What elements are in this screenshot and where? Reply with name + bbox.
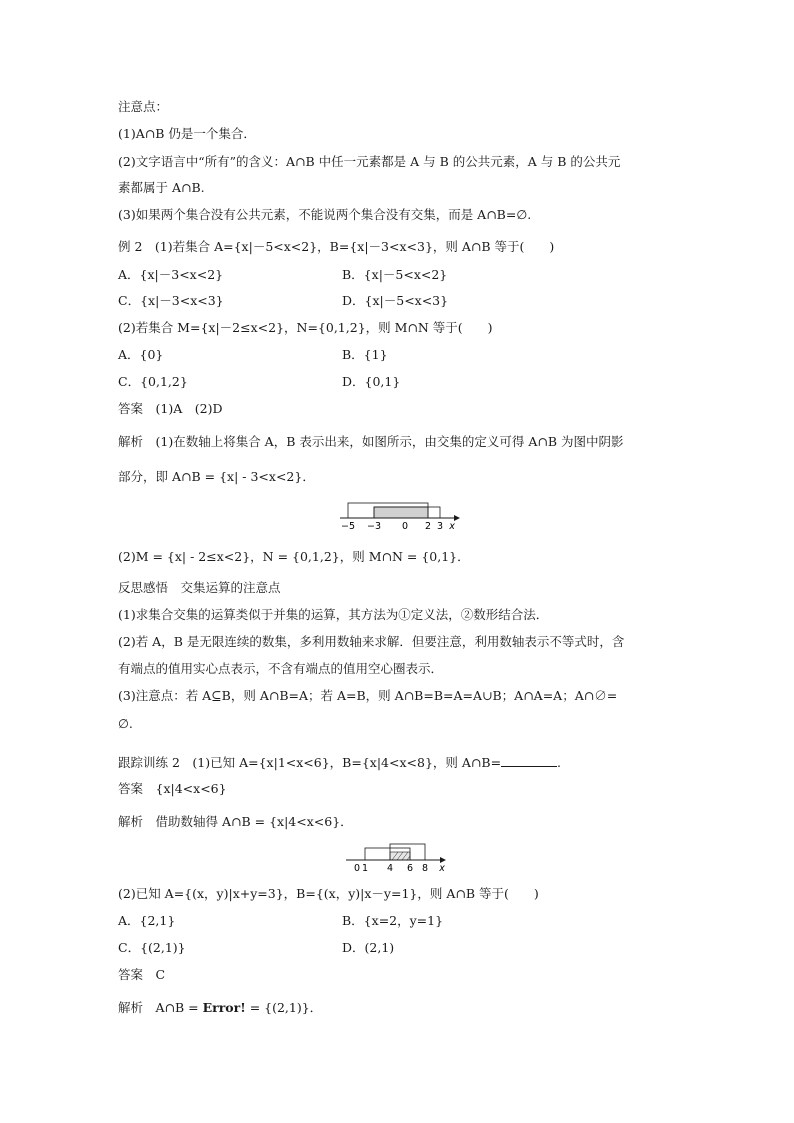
note-line-4: (3)如果两个集合没有公共元素，不能说两个集合没有交集，而是 A∩B=∅. (118, 207, 532, 222)
option-b: B．{x|－5<x<2} (342, 267, 448, 282)
number-line-figure-1 (336, 498, 466, 534)
practice-2-question-1 (118, 754, 561, 771)
option-a: A．{2,1} (118, 913, 176, 928)
tick-label: 3 (436, 521, 444, 532)
example-2-analysis-line-3: (2)M = {x| - 2≤x<2}，N = {0,1,2}，则 M∩N = {0,1}． (118, 549, 470, 564)
reflection-line-4: (3)注意点：若 A⊆B，则 A∩B=A；若 A=B，则 A∩B=B=A=A∪B；A∩A=A；A∩∅= (118, 688, 618, 703)
question-end: . (557, 755, 562, 770)
option-b: B．{1} (342, 347, 388, 362)
axis-label: x (439, 863, 445, 874)
number-line-figure-2 (344, 840, 454, 876)
analysis-end: = {(2,1)}． (245, 1000, 323, 1015)
note-title: 注意点： (118, 99, 169, 114)
note-line-2: (2)文字语言中“所有”的含义：A∩B 中任一元素都是 A 与 B 的公共元素，A 与 B 的公共元 (118, 154, 621, 169)
tick-label: 0 (401, 521, 409, 532)
option-c: C．{x|－3<x<3} (118, 293, 224, 308)
axis-label: x (449, 521, 455, 532)
option-a: A．{0} (118, 347, 164, 362)
example-2-answer: 答案 (1)A (2)D (118, 401, 223, 416)
note-line-1: (1)A∩B 仍是一个集合． (118, 126, 256, 141)
practice-2-analysis-2 (118, 1000, 322, 1016)
reflection-line-2: (2)若 A，B 是无限连续的数集，多利用数轴来求解．但要注意，利用数轴表示不等式时，含 (118, 634, 625, 649)
tick-label: 2 (424, 521, 432, 532)
tick-label: −3 (366, 521, 382, 532)
error-text: Error! (202, 1000, 246, 1015)
example-2-analysis-line-1: 解析 (1)在数轴上将集合 A，B 表示出来，如图所示，由交集的定义可得 A∩B 为图中阴影 (118, 434, 624, 449)
option-d: D．{x|－5<x<3} (342, 293, 449, 308)
option-d: D．{0,1} (342, 374, 401, 389)
practice-2-answer-2: 答案 C (118, 967, 166, 982)
practice-2-answer-1: 答案 {x|4<x<6} (118, 781, 227, 796)
reflection-line-5: ∅. (118, 716, 133, 731)
analysis-text: 解析 A∩B = (118, 1000, 203, 1015)
reflection-title: 反思感悟 交集运算的注意点 (118, 580, 281, 595)
tick-label: 6 (406, 863, 414, 874)
option-c: C．{(2,1)} (118, 940, 186, 955)
answer-blank (501, 754, 557, 767)
note-line-3: 素都属于 A∩B. (118, 180, 205, 195)
example-2-analysis-line-2: 部分，即 A∩B = {x| - 3<x<2}． (118, 469, 315, 484)
option-b: B．{x=2，y=1} (342, 913, 444, 928)
example-2-question-1: 例 2 (1)若集合 A={x|－5<x<2}，B={x|－3<x<3}，则 A∩B 等于( ) (118, 239, 555, 254)
practice-2-analysis-1: 解析 借助数轴得 A∩B = {x|4<x<6}． (118, 814, 353, 829)
tick-label: −5 (340, 521, 356, 532)
tick-label: 4 (386, 863, 394, 874)
practice-2-question-2: (2)已知 A={(x，y)|x+y=3}，B={(x，y)|x－y=1}，则 A∩B 等于( ) (118, 886, 539, 901)
example-2-question-2: (2)若集合 M={x|－2≤x<2}，N={0,1,2}，则 M∩N 等于( ) (118, 320, 493, 335)
tick-label: 0 (353, 863, 361, 874)
tick-label: 8 (421, 863, 429, 874)
tick-label: 1 (361, 863, 369, 874)
question-text: 跟踪训练 2 (1)已知 A={x|1<x<6}，B={x|4<x<8}，则 A∩B= (118, 755, 502, 770)
reflection-line-1: (1)求集合交集的运算类似于并集的运算，其方法为①定义法，②数形结合法． (118, 607, 549, 622)
option-a: A．{x|－3<x<2} (118, 267, 224, 282)
reflection-line-3: 有端点的值用实心点表示，不含有端点的值用空心圈表示． (118, 661, 444, 676)
option-c: C．{0,1,2} (118, 374, 188, 389)
option-d: D．(2,1) (342, 940, 395, 955)
